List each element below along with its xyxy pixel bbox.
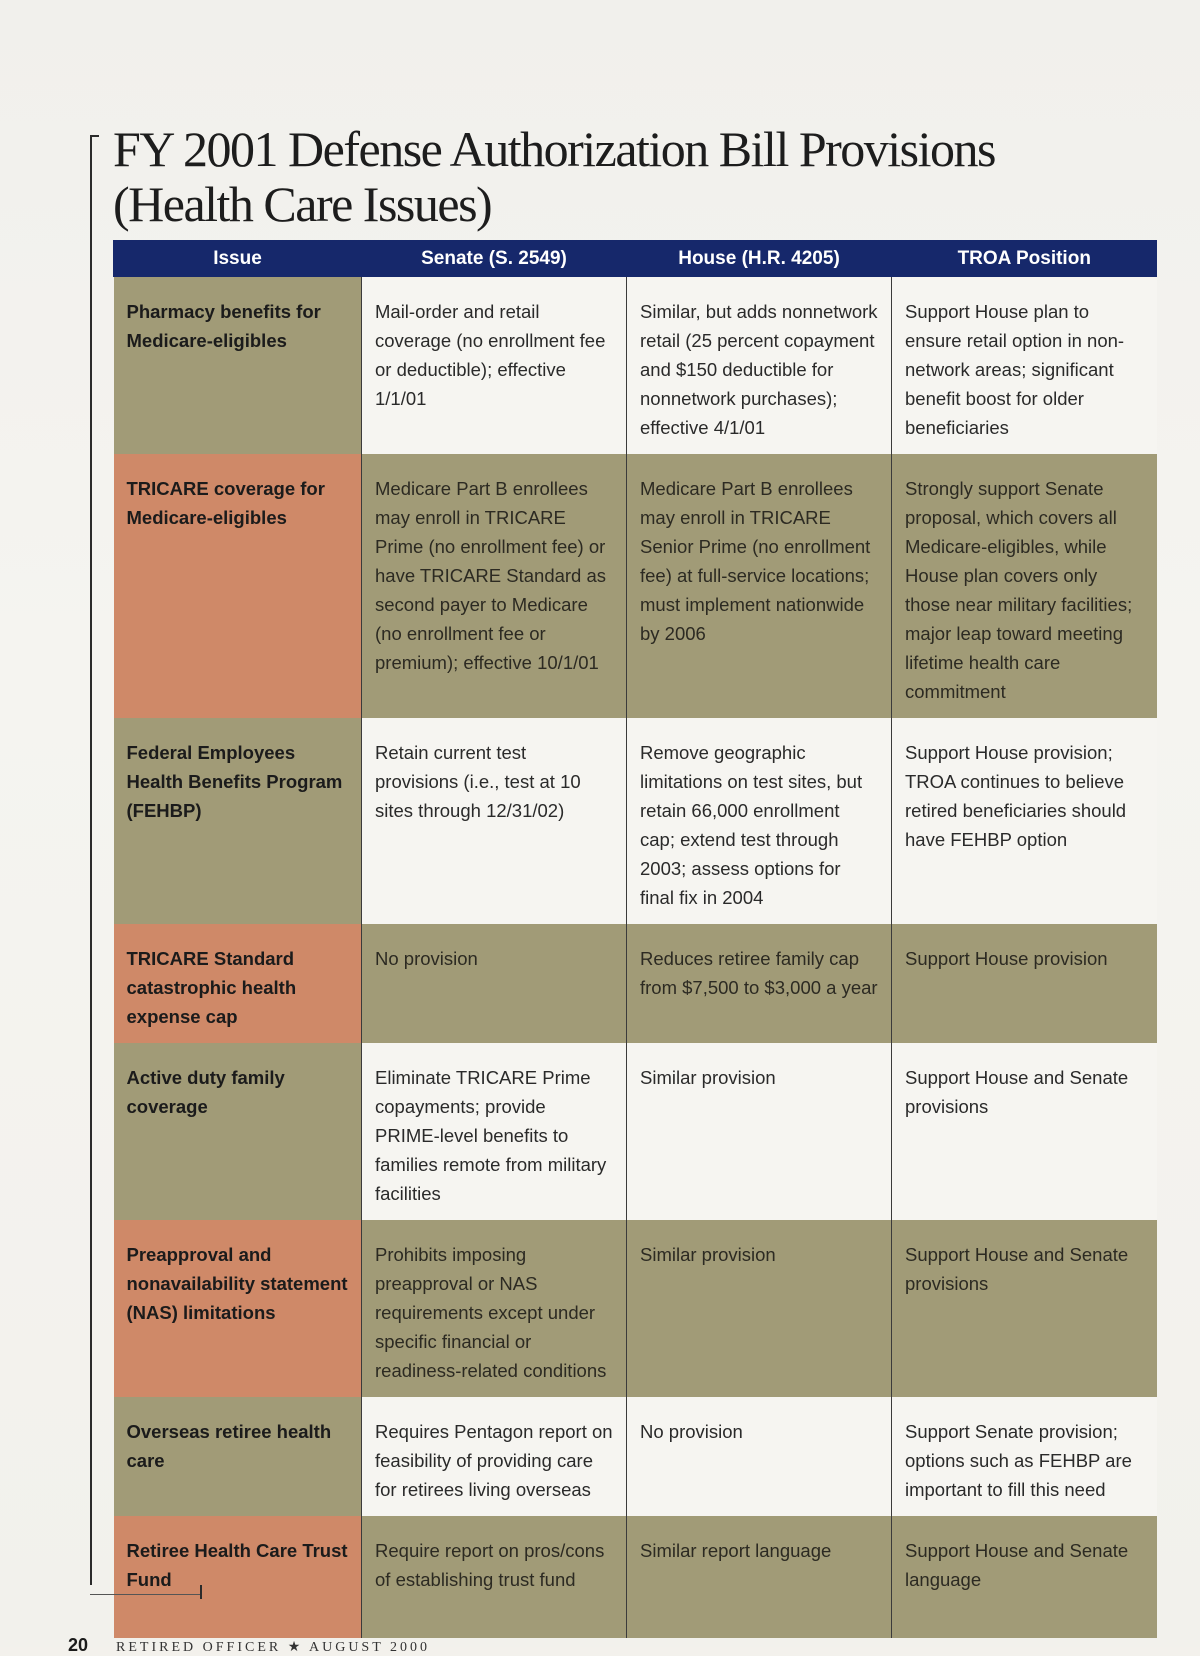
header-issue: Issue [114,240,362,277]
issue-cell: Federal Employees Health Benefits Program (FEHBP) [114,718,362,924]
house-cell: Medicare Part B enrollees may enroll in TRICARE Senior Prime (no enrollment fee) at full-service locations; must implement nationwide by 2006 [627,454,892,718]
troa-cell: Support House plan to ensure retail option in non-network areas; significant benefit boost for older beneficiaries [892,277,1157,454]
house-cell: Similar report language [627,1516,892,1638]
house-cell: Similar provision [627,1220,892,1397]
publication-line: RETIRED OFFICER ★ AUGUST 2000 [116,1640,431,1655]
table-header [114,240,1157,277]
provisions-table [113,240,1157,1638]
senate-cell: Eliminate TRICARE Prime copayments; provide PRIME-level benefits to families remote from military facilities [362,1043,627,1220]
senate-cell: Mail-order and retail coverage (no enrollment fee or deductible); effective 1/1/01 [362,277,627,454]
table-row [114,277,1157,454]
senate-cell: Prohibits imposing preapproval or NAS requirements except under specific financial or readiness-related conditions [362,1220,627,1397]
table-row [114,1516,1157,1638]
troa-cell: Support House and Senate provisions [892,1043,1157,1220]
senate-cell: Require report on pros/cons of establishing trust fund [362,1516,627,1638]
issue-cell: TRICARE Standard catastrophic health expense cap [114,924,362,1043]
corner-mark-rule [90,135,92,1585]
table-row [114,1397,1157,1516]
table-row [114,454,1157,718]
troa-cell: Strongly support Senate proposal, which covers all Medicare-eligibles, while House plan covers only those near military facilities; major leap toward meeting lifetime health care commitment [892,454,1157,718]
senate-cell: Medicare Part B enrollees may enroll in TRICARE Prime (no enrollment fee) or have TRICARE Standard as second payer to Medicare (no enrollment fee or premium); effective 10/1/01 [362,454,627,718]
troa-cell: Support Senate provision; options such as FEHBP are important to fill this need [892,1397,1157,1516]
senate-cell: No provision [362,924,627,1043]
header-senate: Senate (S. 2549) [362,240,627,277]
issue-cell: Active duty family coverage [114,1043,362,1220]
table-body [114,277,1157,1638]
troa-cell: Support House provision [892,924,1157,1043]
header-troa: TROA Position [892,240,1157,277]
table-row [114,924,1157,1043]
house-cell: Remove geographic limitations on test sites, but retain 66,000 enrollment cap; extend test through 2003; assess options for final fix in 2004 [627,718,892,924]
table-row [114,718,1157,924]
page-number: 20 [68,1635,89,1655]
senate-cell: Requires Pentagon report on feasibility of providing care for retirees living overseas [362,1397,627,1516]
footer-tick [200,1585,202,1599]
table-row [114,1220,1157,1397]
issue-cell: Retiree Health Care Trust Fund [114,1516,362,1638]
troa-cell: Support House and Senate provisions [892,1220,1157,1397]
header-row [114,240,1157,277]
house-cell: Similar provision [627,1043,892,1220]
issue-cell: TRICARE coverage for Medicare-eligibles [114,454,362,718]
footer-rule [90,1594,200,1595]
title-line-1: FY 2001 Defense Authorization Bill Provisions [113,121,995,177]
issue-cell: Pharmacy benefits for Medicare-eligibles [114,277,362,454]
issue-cell: Preapproval and nonavailability statement (NAS) limitations [114,1220,362,1397]
troa-cell: Support House and Senate language [892,1516,1157,1638]
house-cell: Reduces retiree family cap from $7,500 to $3,000 a year [627,924,892,1043]
table-row [114,1043,1157,1220]
issue-cell: Overseas retiree health care [114,1397,362,1516]
provisions-table-wrapper [113,240,1156,1638]
header-house: House (H.R. 4205) [627,240,892,277]
page-footer [68,1635,430,1656]
page-title [113,122,1113,232]
house-cell: No provision [627,1397,892,1516]
senate-cell: Retain current test provisions (i.e., test at 10 sites through 12/31/02) [362,718,627,924]
house-cell: Similar, but adds nonnetwork retail (25 percent copayment and $150 deductible for nonnetwork purchases); effective 4/1/01 [627,277,892,454]
troa-cell: Support House provision; TROA continues to believe retired beneficiaries should have FEHBP option [892,718,1157,924]
title-line-2: (Health Care Issues) [113,176,492,232]
